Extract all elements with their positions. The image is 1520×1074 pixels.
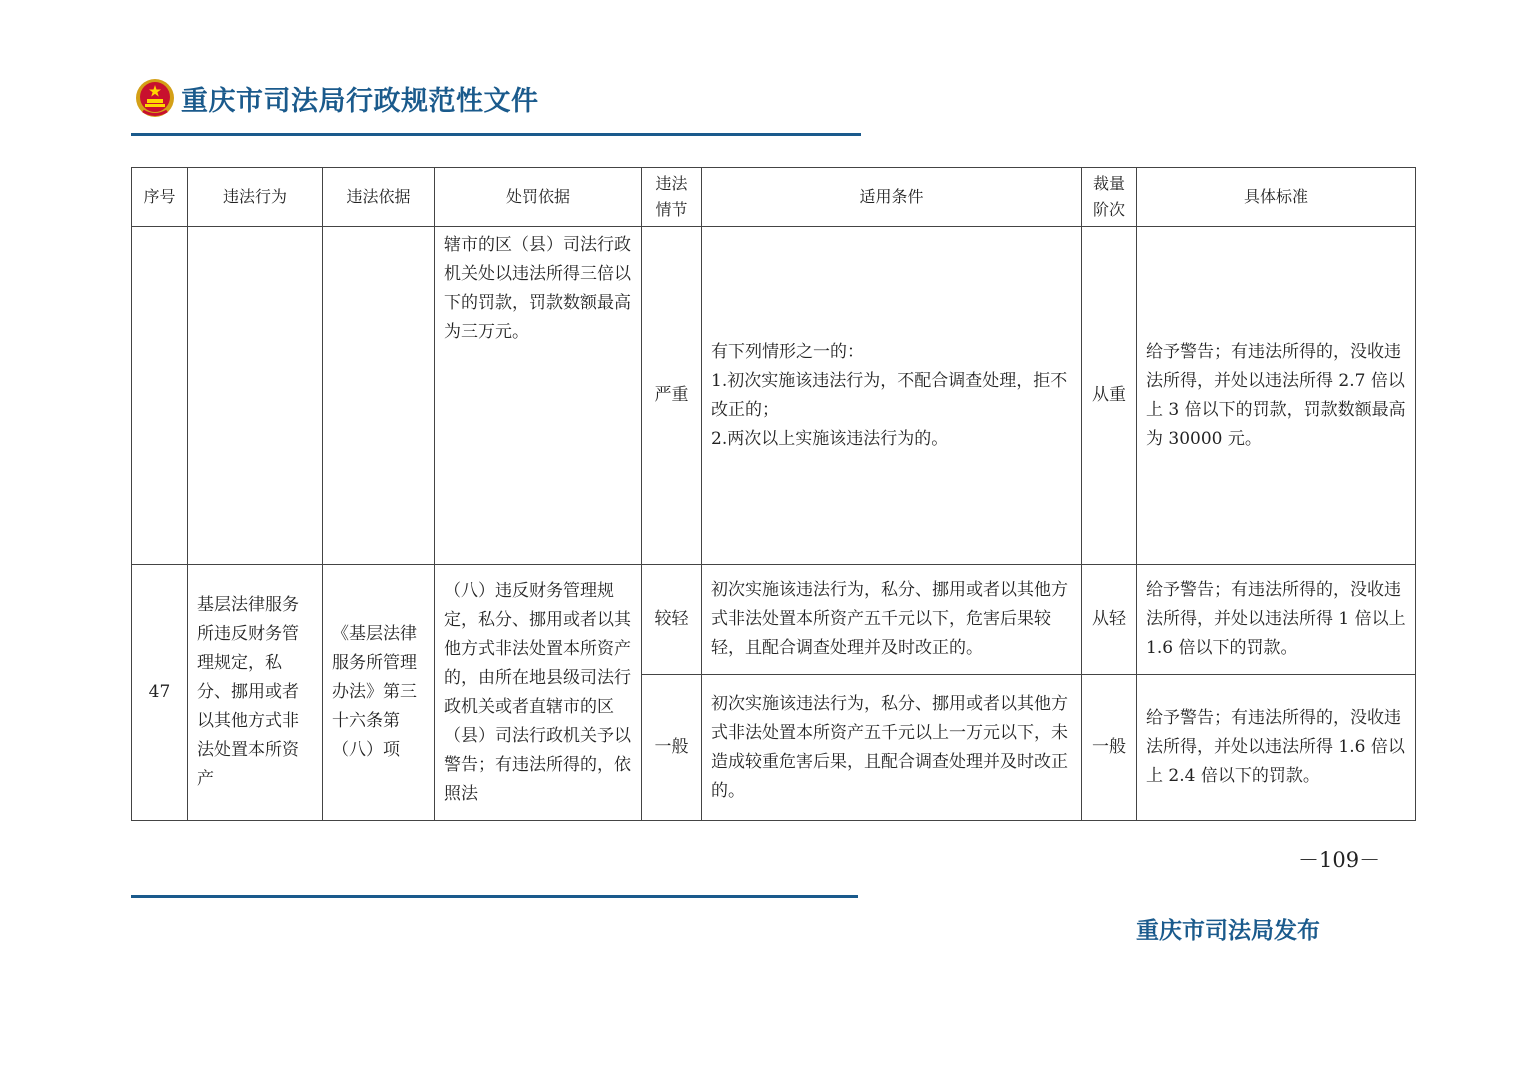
cell-condition: 初次实施该违法行为，私分、挪用或者以其他方式非法处置本所资产五千元以上一万元以下，未造成较重危害后果，且配合调查处理并及时改正的。: [702, 675, 1082, 821]
cell-standard: 给予警告；有违法所得的，没收违法所得，并处以违法所得 1 倍以上 1.6 倍以下的罚款。: [1137, 565, 1416, 675]
penalty-standard-table: [131, 167, 1416, 821]
cell-behavior: 基层法律服务所违反财务管理规定，私分、挪用或者以其他方式非法处置本所资产: [188, 565, 323, 821]
header-behavior: 违法行为: [188, 168, 323, 227]
table-row: [132, 565, 1416, 675]
cell-penalty-basis: 辖市的区（县）司法行政机关处以违法所得三倍以下的罚款，罚款数额最高为三万元。: [435, 227, 642, 565]
cell-penalty-basis: （八）违反财务管理规定，私分、挪用或者以其他方式非法处置本所资产的，由所在地县级司法行政机关或者直辖市的区（县）司法行政机关予以警告；有违法所得的，依照法: [435, 565, 642, 821]
document-series-title: 重庆市司法局行政规范性文件: [181, 85, 539, 117]
publisher-label: 重庆市司法局发布: [1136, 918, 1320, 944]
header-law: 违法依据: [323, 168, 435, 227]
table-header-row: [132, 168, 1416, 227]
cell-condition: 有下列情形之一的： 1.初次实施该违法行为，不配合调查处理，拒不改正的； 2.两次以上实施该违法行为的。: [702, 227, 1082, 565]
table-row: [132, 227, 1416, 565]
cell-level: 一般: [1082, 675, 1137, 821]
header-no: 序号: [132, 168, 188, 227]
cell-circumstance: 较轻: [642, 565, 702, 675]
header-divider: [131, 133, 861, 136]
header-penalty-basis: 处罚依据: [435, 168, 642, 227]
cell-law: [323, 227, 435, 565]
header-level: 裁量 阶次: [1082, 168, 1137, 227]
national-emblem-icon: [135, 78, 175, 118]
cell-condition: 初次实施该违法行为，私分、挪用或者以其他方式非法处置本所资产五千元以下，危害后果较轻，且配合调查处理并及时改正的。: [702, 565, 1082, 675]
document-header: [135, 78, 539, 118]
page-number: －109－: [1298, 848, 1381, 872]
cell-no: 47: [132, 565, 188, 821]
cell-circumstance: 一般: [642, 675, 702, 821]
cell-level: 从重: [1082, 227, 1137, 565]
cell-no: [132, 227, 188, 565]
cell-law: 《基层法律服务所管理办法》第三十六条第（八）项: [323, 565, 435, 821]
header-standard: 具体标准: [1137, 168, 1416, 227]
footer-divider: [131, 895, 858, 898]
cell-behavior: [188, 227, 323, 565]
header-circumstance: 违法 情节: [642, 168, 702, 227]
cell-circumstance: 严重: [642, 227, 702, 565]
cell-level: 从轻: [1082, 565, 1137, 675]
cell-standard: 给予警告；有违法所得的，没收违法所得，并处以违法所得 2.7 倍以上 3 倍以下的罚款，罚款数额最高为 30000 元。: [1137, 227, 1416, 565]
cell-standard: 给予警告；有违法所得的，没收违法所得，并处以违法所得 1.6 倍以上 2.4 倍以下的罚款。: [1137, 675, 1416, 821]
header-condition: 适用条件: [702, 168, 1082, 227]
